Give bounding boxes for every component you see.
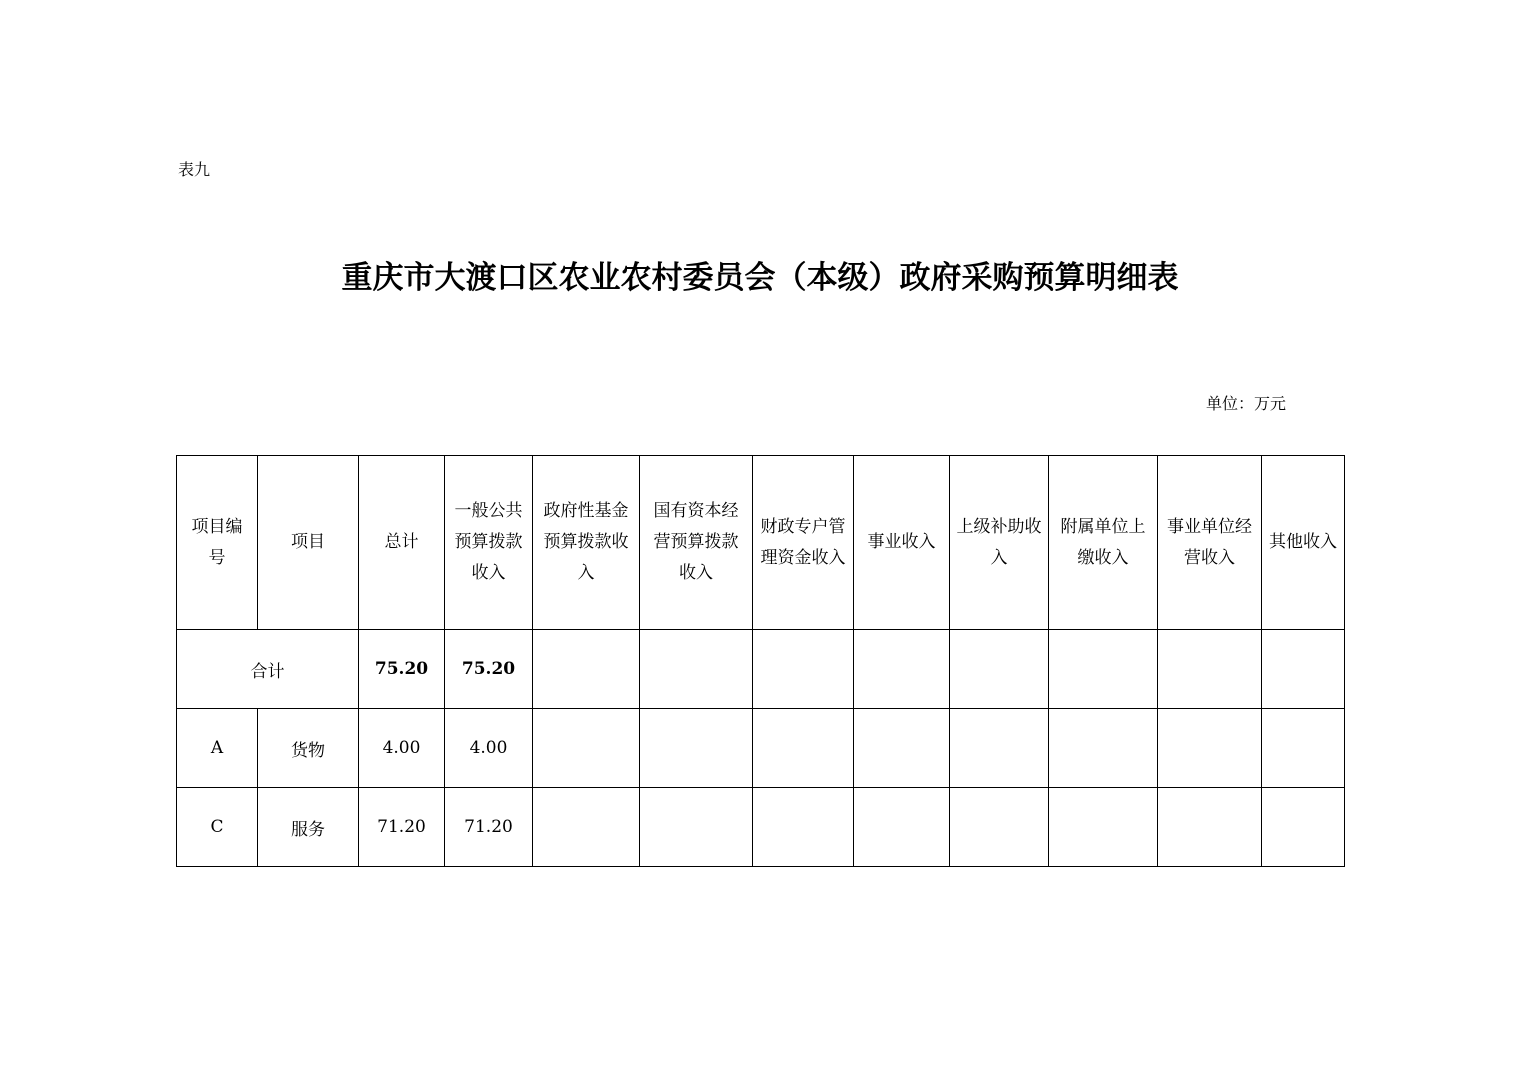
header-gov-fund-budget: 政府性基金预算拨款收入 — [533, 456, 640, 630]
header-superior-subsidy: 上级补助收入 — [950, 456, 1049, 630]
header-total: 总计 — [359, 456, 445, 630]
header-other-income: 其他收入 — [1262, 456, 1345, 630]
total-superior-subsidy — [950, 630, 1049, 709]
total-sum: 75.20 — [359, 630, 445, 709]
row-code: C — [177, 788, 258, 867]
row-superior-subsidy — [950, 709, 1049, 788]
total-other — [1262, 630, 1345, 709]
total-business — [854, 630, 950, 709]
total-general-public: 75.20 — [445, 630, 533, 709]
header-business-income: 事业收入 — [854, 456, 950, 630]
row-item: 服务 — [258, 788, 359, 867]
row-item: 货物 — [258, 709, 359, 788]
row-gov-fund — [533, 709, 640, 788]
table-number-label: 表九 — [178, 160, 211, 179]
row-gov-fund — [533, 788, 640, 867]
row-state-capital — [640, 709, 753, 788]
row-affiliated — [1049, 709, 1158, 788]
row-fiscal-special — [753, 709, 854, 788]
row-operating — [1158, 788, 1262, 867]
row-superior-subsidy — [950, 788, 1049, 867]
table-header-row — [177, 456, 1345, 630]
procurement-budget-table — [176, 455, 1345, 867]
unit-label: 单位：万元 — [1206, 394, 1287, 413]
row-other — [1262, 709, 1345, 788]
header-project: 项目 — [258, 456, 359, 630]
total-gov-fund — [533, 630, 640, 709]
row-other — [1262, 788, 1345, 867]
header-state-capital-budget: 国有资本经营预算拨款收入 — [640, 456, 753, 630]
table-row — [177, 788, 1345, 867]
table-row-total — [177, 630, 1345, 709]
row-total: 4.00 — [359, 709, 445, 788]
header-affiliated-unit: 附属单位上缴收入 — [1049, 456, 1158, 630]
page-title: 重庆市大渡口区农业农村委员会（本级）政府采购预算明细表 — [341, 260, 1179, 296]
row-code: A — [177, 709, 258, 788]
row-affiliated — [1049, 788, 1158, 867]
header-operating-income: 事业单位经营收入 — [1158, 456, 1262, 630]
total-state-capital — [640, 630, 753, 709]
total-fiscal-special — [753, 630, 854, 709]
row-business — [854, 709, 950, 788]
row-total: 71.20 — [359, 788, 445, 867]
row-general-public: 71.20 — [445, 788, 533, 867]
row-state-capital — [640, 788, 753, 867]
total-affiliated — [1049, 630, 1158, 709]
row-operating — [1158, 709, 1262, 788]
row-fiscal-special — [753, 788, 854, 867]
row-business — [854, 788, 950, 867]
table-row — [177, 709, 1345, 788]
row-general-public: 4.00 — [445, 709, 533, 788]
total-operating — [1158, 630, 1262, 709]
header-project-code: 项目编号 — [177, 456, 258, 630]
total-label: 合计 — [177, 630, 359, 709]
header-general-public-budget: 一般公共预算拨款收入 — [445, 456, 533, 630]
header-fiscal-special-account: 财政专户管理资金收入 — [753, 456, 854, 630]
